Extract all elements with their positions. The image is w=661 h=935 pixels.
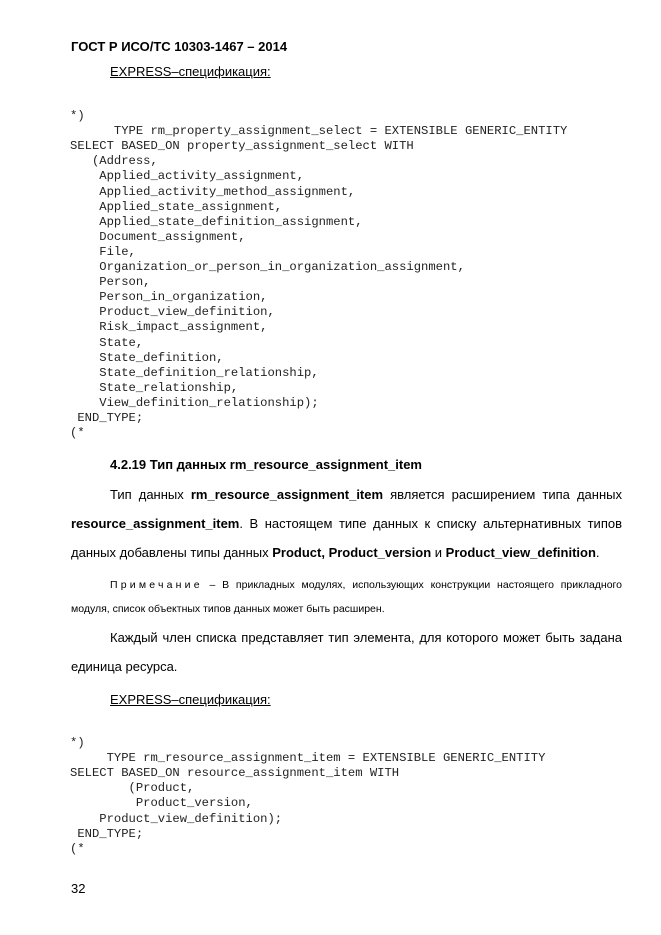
code-line: Risk_impact_assignment,	[70, 320, 268, 335]
paragraph-term: resource_assignment_item	[71, 516, 240, 531]
code-line: Applied_state_assignment,	[70, 199, 283, 214]
code-line: Product_version,	[70, 796, 253, 811]
code-line: (Product,	[70, 781, 195, 796]
code-line: (Address,	[70, 154, 158, 169]
page-number: 32	[71, 881, 86, 896]
paragraph-text: Каждый член списка представляет тип элемента, для которого может быть задана единица ресурса.	[71, 630, 622, 674]
code-line: State_definition,	[70, 350, 224, 365]
note-text: – В прикладных модулях, использующих конструкции настоящего прикладного модуля, список объектных типов данных может быть расширен.	[71, 579, 622, 615]
code-line: Organization_or_person_in_organization_assignment,	[70, 260, 465, 275]
paragraph-term: Product, Product_version	[272, 545, 432, 560]
code-line: Person,	[70, 275, 151, 290]
note-label: Примечание	[110, 579, 203, 591]
paragraph-text: . В настоящем типе данных к списку альтернативных типов данных добавлены типы данных	[71, 516, 622, 560]
paragraph-text: .	[595, 545, 600, 560]
code-line: Document_assignment,	[70, 229, 246, 244]
express-code-block	[70, 94, 567, 456]
code-line: Product_view_definition);	[70, 811, 283, 826]
note-paragraph	[71, 573, 622, 621]
code-line: *)	[70, 109, 85, 124]
code-line: SELECT BASED_ON property_assignment_select WITH	[70, 139, 414, 154]
paragraph-text: является расширением типа данных	[383, 487, 622, 502]
body-paragraph	[71, 480, 622, 567]
express-code-block-2	[70, 721, 545, 872]
express-spec-label-2: EXPRESS–спецификация:	[110, 692, 271, 707]
paragraph-text: Тип данных	[110, 487, 191, 502]
code-line: TYPE rm_resource_assignment_item = EXTENSIBLE GENERIC_ENTITY	[70, 751, 546, 766]
paragraph-term: rm_resource_assignment_item	[190, 487, 384, 502]
section-heading: 4.2.19 Тип данных rm_resource_assignment_item	[110, 457, 422, 472]
paragraph-term: Product_view_definition	[445, 545, 596, 560]
code-line: END_TYPE;	[70, 410, 144, 425]
code-line: View_definition_relationship);	[70, 395, 319, 410]
code-line: Applied_activity_assignment,	[70, 169, 305, 184]
code-line: State_relationship,	[70, 380, 239, 395]
code-line: File,	[70, 244, 136, 259]
code-line: (*	[70, 426, 85, 441]
code-line: State,	[70, 335, 144, 350]
body-paragraph-2	[71, 623, 622, 681]
code-line: TYPE rm_property_assignment_select = EXTENSIBLE GENERIC_ENTITY	[70, 124, 568, 139]
code-line: SELECT BASED_ON resource_assignment_item WITH	[70, 766, 400, 781]
code-line: Applied_activity_method_assignment,	[70, 184, 356, 199]
code-line: Product_view_definition,	[70, 305, 275, 320]
code-line: State_definition_relationship,	[70, 365, 319, 380]
code-line: Applied_state_definition_assignment,	[70, 214, 363, 229]
code-line: (*	[70, 841, 85, 856]
express-spec-label: EXPRESS–спецификация:	[110, 64, 271, 79]
paragraph-text: и	[431, 545, 446, 560]
code-line: Person_in_organization,	[70, 290, 268, 305]
code-line: END_TYPE;	[70, 826, 144, 841]
code-line: *)	[70, 736, 85, 751]
page-header: ГОСТ Р ИСО/ТС 10303-1467 – 2014	[71, 39, 288, 54]
